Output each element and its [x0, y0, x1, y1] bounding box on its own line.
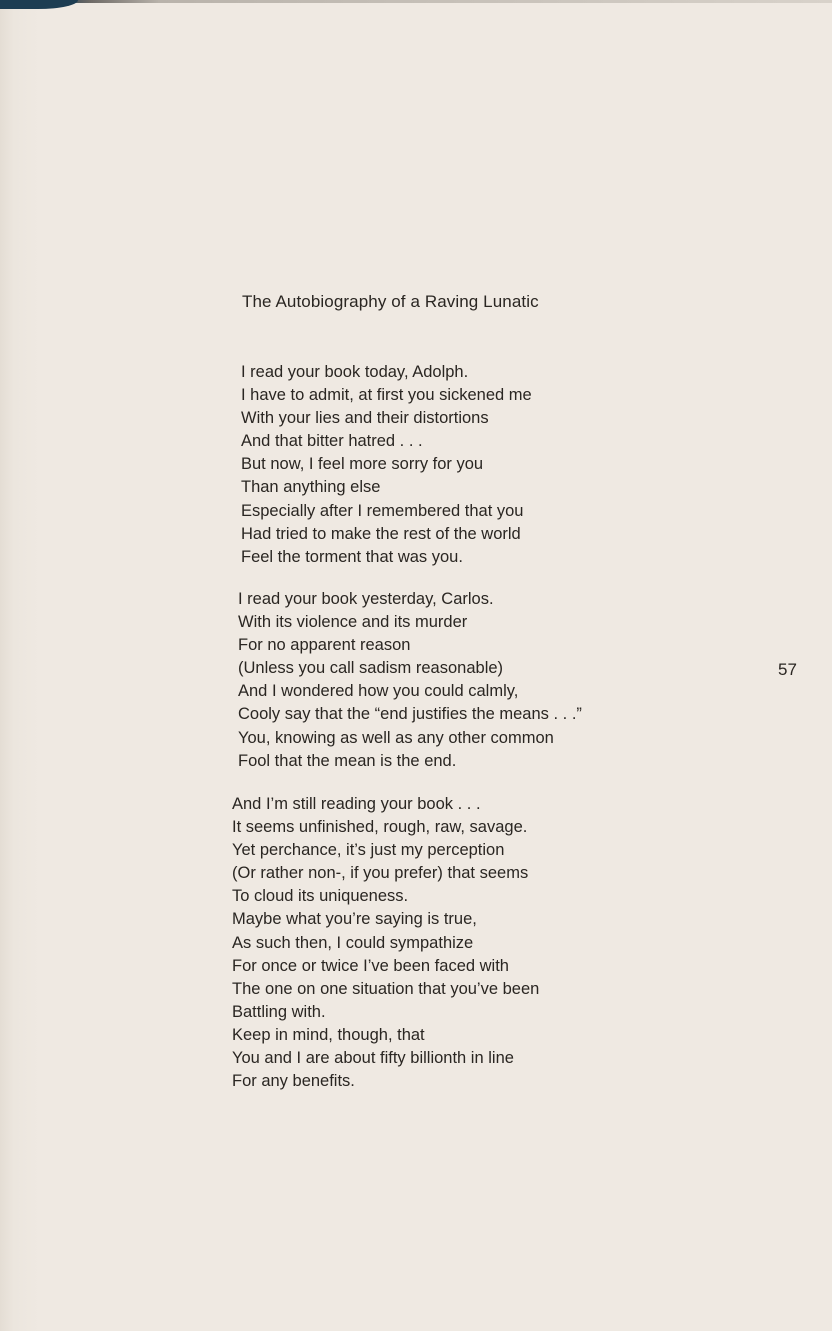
- poem-line: Keep in mind, though, that: [232, 1025, 425, 1044]
- poem-line: And I’m still reading your book . . .: [232, 795, 481, 813]
- poem-line: And I wondered how you could calmly,: [238, 682, 519, 701]
- poem-line: Cooly say that the “end justifies the means . . .”: [238, 705, 582, 724]
- poem-line: I have to admit, at first you sickened me: [241, 386, 532, 405]
- poem-line: I read your book today, Adolph.: [241, 363, 469, 381]
- poem-line: For no apparent reason: [238, 636, 411, 655]
- poem-line: Battling with.: [232, 1002, 326, 1021]
- poem-line: For any benefits.: [232, 1072, 355, 1091]
- poem-line: Especially after I remembered that you: [241, 501, 524, 520]
- poem-line: You, knowing as well as any other common: [238, 728, 554, 747]
- poem-line: And that bitter hatred . . .: [241, 432, 423, 451]
- page-top-edge: [0, 0, 832, 3]
- stanza-1: [241, 361, 532, 569]
- stanza-3: [232, 793, 539, 1093]
- poem-line: You and I are about fifty billionth in line: [232, 1049, 514, 1068]
- page-number: 57: [778, 660, 797, 679]
- poem-line: Had tried to make the rest of the world: [241, 524, 521, 543]
- poem-line: Fool that the mean is the end.: [238, 751, 457, 770]
- poem-line: To cloud its uniqueness.: [232, 887, 409, 906]
- poem-line: Feel the torment that was you.: [241, 547, 463, 566]
- binding-mark: [0, 0, 78, 9]
- poem-line: With its violence and its murder: [238, 613, 468, 632]
- stanza-2: [238, 588, 582, 773]
- poem-line: I read your book yesterday, Carlos.: [238, 590, 494, 608]
- poem-line: Maybe what you’re saying is true,: [232, 910, 477, 929]
- poem-line: But now, I feel more sorry for you: [241, 455, 484, 474]
- poem-line: The one on one situation that you’ve been: [232, 979, 540, 998]
- poem-line: Than anything else: [241, 478, 381, 497]
- poem-line: (Or rather non-, if you prefer) that seems: [232, 864, 529, 883]
- poem-line: (Unless you call sadism reasonable): [238, 659, 504, 678]
- poem-line: For once or twice I’ve been faced with: [232, 956, 509, 975]
- poem-line: As such then, I could sympathize: [232, 933, 474, 952]
- poem-title: The Autobiography of a Raving Lunatic: [242, 292, 539, 311]
- poem-line: With your lies and their distortions: [241, 409, 489, 428]
- poem-line: Yet perchance, it’s just my perception: [232, 841, 505, 860]
- poem-line: It seems unfinished, rough, raw, savage.: [232, 818, 528, 837]
